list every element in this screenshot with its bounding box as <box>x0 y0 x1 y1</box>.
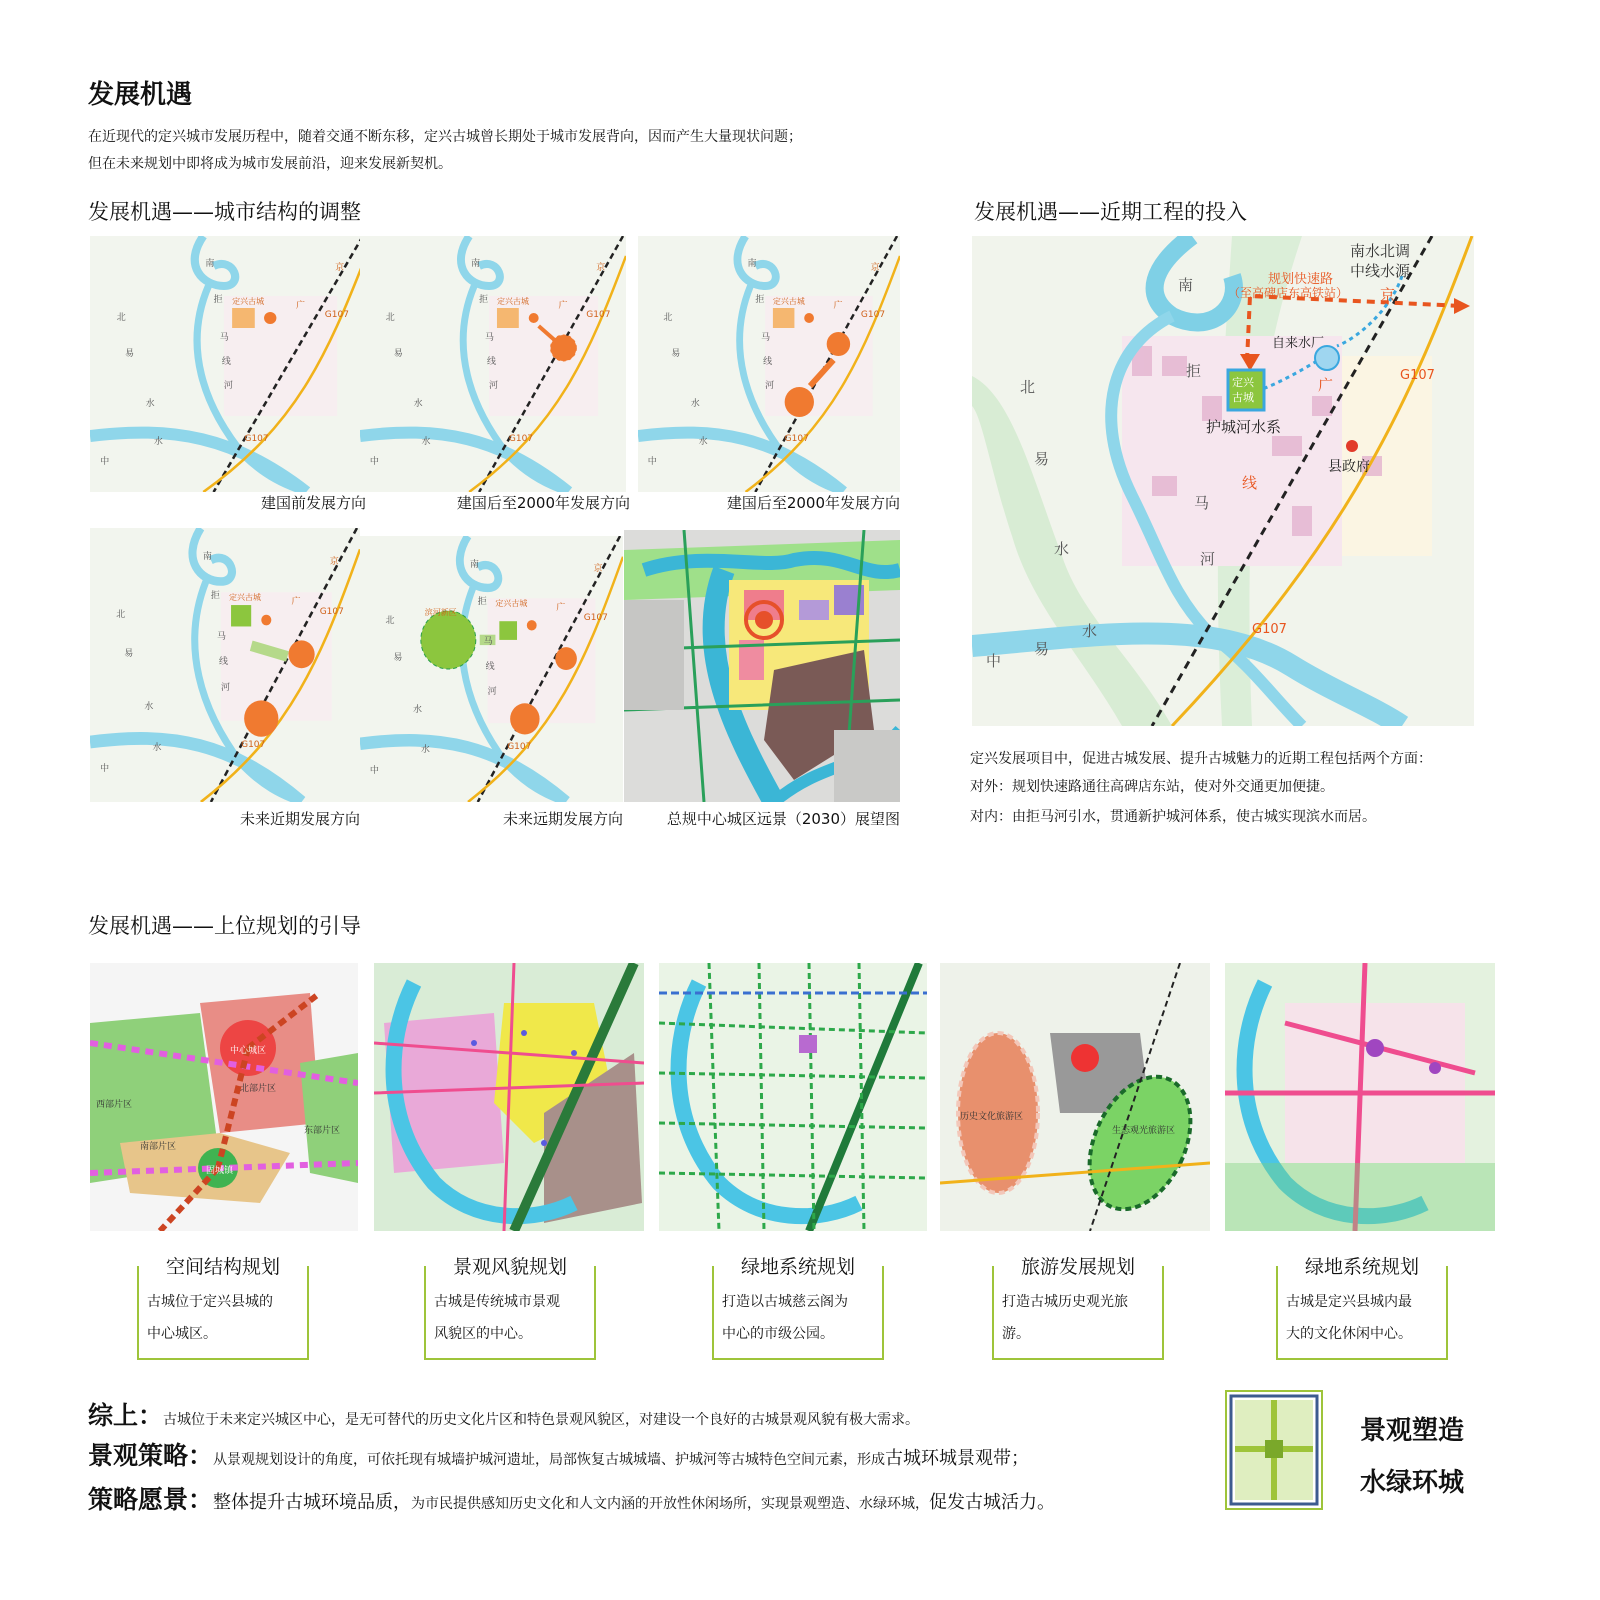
map-label-g107: G107 <box>324 310 349 320</box>
label-waterworks: 自来水厂 <box>1272 336 1325 351</box>
map-label-g107: G107 <box>860 310 886 320</box>
label-zhong: 中 <box>986 652 1002 670</box>
map-label-jing: 京 <box>329 556 339 567</box>
map-label-g107: G107 <box>319 607 344 618</box>
label-shui: 水 <box>1054 540 1070 558</box>
label-ju: 拒 <box>1186 362 1202 380</box>
projects-desc-3: 对内：由拒马河引水，贯通新护城河体系，使古城实现滨水而居。 <box>970 809 1376 825</box>
label-jing: 京 <box>1380 286 1396 304</box>
map-label-jing: 京 <box>593 563 603 574</box>
label-yi-2: 易 <box>1034 640 1050 658</box>
slogan-1: 景观塑造 <box>1360 1416 1465 1446</box>
map-label-ma: 马 <box>219 333 229 343</box>
map-caption: 未来远期发展方向 <box>502 810 623 828</box>
map-label-ju: 拒 <box>210 590 220 601</box>
map-label-gucheng: 定兴古城 <box>232 297 265 306</box>
green-system-map-2 <box>1225 963 1495 1231</box>
tourism-plan-map <box>940 963 1210 1231</box>
structure-map <box>90 528 360 802</box>
map-label-yi: 易 <box>671 349 681 359</box>
structure-map <box>360 536 623 802</box>
map-label-nan: 南 <box>471 259 481 269</box>
map-label-g107: G107 <box>784 434 809 444</box>
map-label-he: 河 <box>223 381 233 391</box>
section-upper-title: 发展机遇——上位规划的引导 <box>88 914 361 938</box>
label-xian: 线 <box>1242 474 1258 492</box>
map-label-nan: 南 <box>747 259 757 269</box>
map-label-ju: 拒 <box>477 597 487 608</box>
map-label-gucheng: 定兴古城 <box>495 599 528 609</box>
map-label-jing: 京 <box>596 263 606 273</box>
map-label-g107: G107 <box>583 612 608 623</box>
map-label-xian: 线 <box>221 357 231 367</box>
label-center: 中心城区 <box>230 1046 267 1056</box>
card-spatial-structure <box>137 1256 309 1360</box>
strategy-text: 从景观规划设计的角度，可依托现有城墙护城河遗址，局部恢复古城城墙、护城河等古城特色空间元素，形成 <box>213 1452 886 1468</box>
map-label-shui: 水 <box>153 437 163 447</box>
map-label-g107: G107 <box>586 310 611 320</box>
vision-lead: 整体提升古城环境品质， <box>213 1492 412 1513</box>
label-bei: 北 <box>1020 378 1036 396</box>
map-label-g107: G107 <box>244 434 269 444</box>
map-label-shui: 水 <box>413 399 423 409</box>
label-nan: 南 <box>1178 276 1194 294</box>
map-label-he: 河 <box>489 381 499 391</box>
card-green-system-2 <box>1276 1256 1448 1360</box>
card-text: 大的文化休闲中心。 <box>1286 1326 1412 1342</box>
map-label-binhe: 滨河新区 <box>424 607 457 617</box>
map-caption: 建国后至2000年发展方向 <box>456 494 630 512</box>
card-title: 旅游发展规划 <box>1008 1252 1148 1279</box>
card-text: 打造以古城慈云阁为 <box>722 1294 848 1310</box>
map-label-zhong: 中 <box>100 764 110 775</box>
map-label-bei: 北 <box>385 615 395 626</box>
moat-emblem-icon <box>1225 1390 1323 1510</box>
strategy-label: 景观策略： <box>88 1441 214 1470</box>
map-label-jing: 京 <box>870 263 880 273</box>
map-label-shui: 水 <box>698 437 708 447</box>
map-label-xian: 线 <box>218 657 228 668</box>
card-text: 古城位于定兴县城的 <box>147 1294 273 1310</box>
map-label-zhong: 中 <box>369 765 379 776</box>
card-text: 打造古城历史观光旅 <box>1002 1294 1128 1310</box>
vision-highlight: 促发古城活力。 <box>929 1492 1056 1513</box>
summary-line-1 <box>88 1396 919 1432</box>
map-label-yi: 易 <box>124 648 134 659</box>
map-label-jing: 京 <box>335 263 345 273</box>
map-label-guang: 广 <box>291 597 301 608</box>
map-label-g107: G107 <box>241 739 266 750</box>
card-text: 中心城区。 <box>147 1326 217 1342</box>
projects-map <box>972 236 1474 726</box>
label-g107: G107 <box>1252 622 1287 637</box>
map-label-ma: 马 <box>485 333 495 343</box>
label-guang: 广 <box>1318 376 1334 394</box>
label-old-city-2: 古城 <box>1232 391 1254 404</box>
map-label-he: 河 <box>220 682 230 693</box>
label-history-zone: 历史文化旅游区 <box>960 1112 1024 1122</box>
label-g107: G107 <box>1400 368 1435 383</box>
summary-line-3 <box>88 1480 1055 1516</box>
map-label-he: 河 <box>765 381 775 391</box>
card-text: 中心的市级公园。 <box>722 1326 834 1342</box>
summary-text: 古城位于未来定兴城区中心，是无可替代的历史文化片区和特色景观风貌区，对建设一个良好的古城景观风貌有极大需求。 <box>163 1412 920 1428</box>
card-text: 古城是传统城市景观 <box>434 1294 560 1310</box>
map-label-guang: 广 <box>558 301 568 311</box>
card-text: 风貌区的中心。 <box>434 1326 532 1342</box>
projects-desc-1: 定兴发展项目中，促进古城发展、提升古城魅力的近期工程包括两个方面： <box>970 751 1432 767</box>
label-north: 北部片区 <box>240 1084 277 1094</box>
map-label-bei: 北 <box>116 313 126 323</box>
label-he: 河 <box>1200 550 1216 568</box>
map-label-zhong: 中 <box>647 457 657 467</box>
spatial-structure-map <box>90 963 358 1231</box>
card-green-system-1 <box>712 1256 884 1360</box>
card-text: 古城是定兴县城内最 <box>1286 1294 1412 1310</box>
label-south-north: 南水北调 <box>1350 242 1411 260</box>
card-text: 游。 <box>1002 1326 1030 1342</box>
map-label-g107: G107 <box>508 434 534 444</box>
strategy-highlight: 古城环城景观带； <box>885 1448 1030 1469</box>
map-label-nan: 南 <box>205 259 215 269</box>
label-shui-2: 水 <box>1082 622 1098 640</box>
map-label-gucheng: 定兴古城 <box>772 297 805 306</box>
map-label-ju: 拒 <box>755 295 765 305</box>
map-label-ma: 马 <box>216 631 226 642</box>
card-tourism <box>992 1256 1164 1360</box>
map-label-gucheng: 定兴古城 <box>496 297 529 306</box>
map-label-ma: 马 <box>761 333 771 343</box>
label-eco-zone: 生态观光旅游区 <box>1112 1126 1176 1136</box>
map-label-g107: G107 <box>507 741 532 752</box>
map-label-nan: 南 <box>202 552 212 563</box>
summary-line-2 <box>88 1436 1029 1472</box>
map-label-guang: 广 <box>295 301 305 311</box>
map-label-guang: 广 <box>556 603 566 614</box>
map-label-gucheng: 定兴古城 <box>229 593 262 603</box>
map-label-shui: 水 <box>152 742 162 753</box>
map-caption: 建国后至2000年发展方向 <box>726 494 900 512</box>
label-ma: 马 <box>1194 494 1210 512</box>
intro-line-2: 但在未来规划中即将成为城市发展前沿，迎来发展新契机。 <box>88 156 452 172</box>
map-label-he: 河 <box>487 686 497 697</box>
map-label-shui: 水 <box>144 702 154 713</box>
summary-label: 综上： <box>88 1401 164 1430</box>
map-label-nan: 南 <box>469 559 479 570</box>
label-middle-route: 中线水源 <box>1350 262 1411 280</box>
projects-desc-2: 对外：规划快速路通往高碑店东站，使对外交通更加便捷。 <box>970 779 1334 795</box>
label-moat: 护城河水系 <box>1206 418 1282 436</box>
vision-label: 策略愿景： <box>88 1485 214 1514</box>
map-label-ju: 拒 <box>479 295 489 305</box>
structure-map <box>360 236 626 492</box>
map-label-shui: 水 <box>421 437 431 447</box>
map-label-yi: 易 <box>393 349 403 359</box>
card-title: 空间结构规划 <box>153 1252 293 1279</box>
map-label-xian: 线 <box>487 357 497 367</box>
map-label-yi: 易 <box>393 653 403 664</box>
structure-map <box>90 236 366 492</box>
label-guocheng: 固城镇 <box>206 1166 234 1176</box>
card-title: 景观风貌规划 <box>440 1252 580 1279</box>
section-structure-title: 发展机遇——城市结构的调整 <box>88 200 361 224</box>
label-west: 西部片区 <box>96 1100 133 1110</box>
card-title: 绿地系统规划 <box>1292 1252 1432 1279</box>
map-label-zhong: 中 <box>369 457 379 467</box>
label-gov: 县政府 <box>1328 459 1370 475</box>
map-label-shui: 水 <box>412 705 422 716</box>
structure-map <box>638 236 900 492</box>
map-label-bei: 北 <box>385 313 395 323</box>
map-label-shui: 水 <box>145 399 155 409</box>
map-label-shui: 水 <box>690 399 700 409</box>
slogan-2: 水绿环城 <box>1360 1468 1465 1498</box>
map-label-bei: 北 <box>116 610 126 621</box>
page-title: 发展机遇 <box>88 80 193 110</box>
card-landscape <box>424 1256 596 1360</box>
label-expressway: 规划快速路 <box>1268 272 1334 287</box>
vision-2030-map <box>624 530 900 802</box>
map-caption: 建国前发展方向 <box>260 494 366 512</box>
map-label-yi: 易 <box>125 349 135 359</box>
map-label-ma: 马 <box>483 636 493 647</box>
label-south: 南部片区 <box>140 1142 177 1152</box>
map-label-ju: 拒 <box>213 295 223 305</box>
label-east: 东部片区 <box>304 1126 341 1136</box>
map-label-bei: 北 <box>663 313 673 323</box>
label-yi: 易 <box>1034 450 1050 468</box>
vision-text: 为市民提供感知历史文化和人文内涵的开放性休闲场所，实现景观塑造、水绿环城， <box>411 1496 930 1512</box>
intro-line-1: 在近现代的定兴城市发展历程中，随着交通不断东移，定兴古城曾长期处于城市发展背向，因而产生大量现状问题； <box>88 129 802 145</box>
map-label-guang: 广 <box>833 301 843 311</box>
map-label-xian: 线 <box>485 661 495 672</box>
green-system-map-1 <box>659 963 927 1231</box>
label-old-city-1: 定兴 <box>1232 376 1254 389</box>
section-projects-title: 发展机遇——近期工程的投入 <box>974 200 1247 224</box>
map-label-zhong: 中 <box>100 457 110 467</box>
map-caption: 未来近期发展方向 <box>239 810 360 828</box>
landscape-plan-map <box>374 963 644 1231</box>
map-label-xian: 线 <box>763 357 773 367</box>
card-title: 绿地系统规划 <box>728 1252 868 1279</box>
label-expressway-sub: （至高碑店东高铁站） <box>1228 286 1349 300</box>
map-caption: 总规中心城区远景（2030）展望图 <box>666 810 900 828</box>
map-label-shui: 水 <box>420 744 430 755</box>
